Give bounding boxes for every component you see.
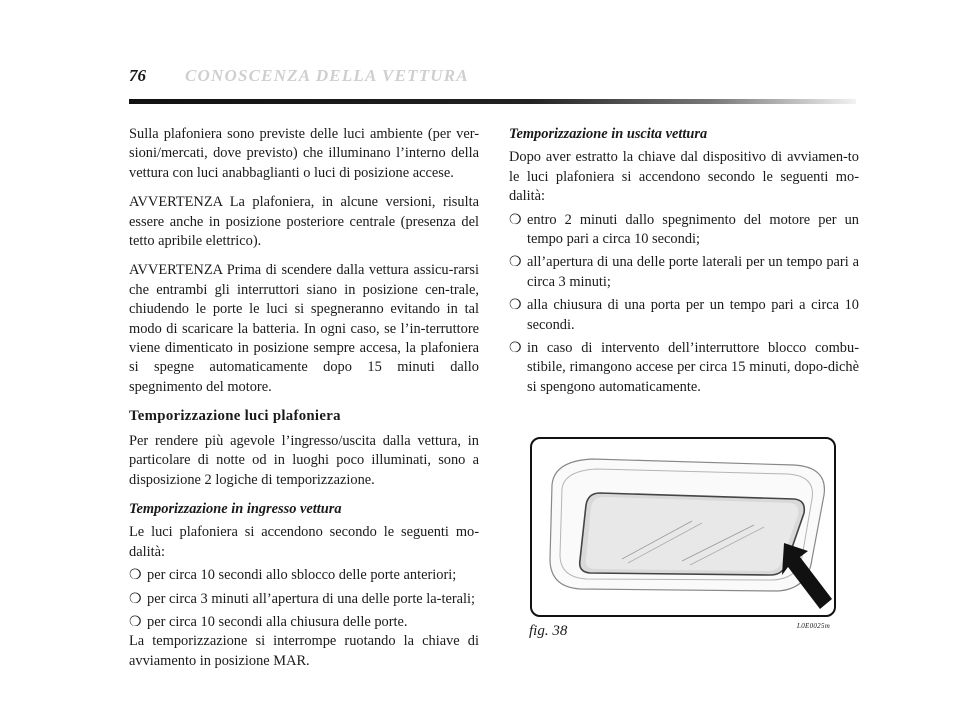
header-rule xyxy=(129,99,856,104)
list-item: ❍ per circa 10 secondi alla chiusura delle porte. xyxy=(129,613,479,632)
figure-caption: fig. 38 xyxy=(529,623,568,639)
list-item: ❍ entro 2 minuti dallo spegnimento del motore per un tempo pari a circa 10 secondi; xyxy=(509,211,859,248)
left-column xyxy=(129,125,479,681)
circle-bullet-icon: ❍ xyxy=(129,591,142,607)
subheading-entry-timing: Temporizzazione in ingresso vettura xyxy=(129,500,342,517)
page-number: 76 xyxy=(129,66,146,85)
paragraph-warning-switches: AVVERTENZA Prima di scendere dalla vettura assicu-rarsi che entrambi gli interruttori siano in posizione cen-trale, chiudendo le porte le luci si spegneranno evitando in tal modo di scaricare la batteria. In ogni caso, se l’in-terruttore viene dimenticato in posizione sempre accesa, la plafoniera si spegne automaticamente dopo 15 minuti dallo spegnimento del motore. xyxy=(129,262,479,395)
running-head: CONOSCENZA DELLA VETTURA xyxy=(185,66,469,85)
circle-bullet-icon: ❍ xyxy=(129,568,142,584)
exit-bullet-list xyxy=(509,211,859,398)
list-item: ❍ per circa 3 minuti all’apertura di una delle porte la-terali; xyxy=(129,590,479,609)
list-item: ❍ alla chiusura di una porta per un tempo pari a circa 10 secondi. xyxy=(509,297,859,333)
paragraph-exit-modes: Dopo aver estratto la chiave dal dispositivo di avviamen-to le luci plafoniera si accendono secondo le seguenti mo-dalità: xyxy=(509,149,859,205)
roof-light-drawing xyxy=(532,439,834,615)
right-column xyxy=(509,125,859,401)
lens-inner xyxy=(586,497,799,571)
subheading-exit-timing: Temporizzazione in uscita vettura xyxy=(509,126,708,142)
list-item: ❍ per circa 10 secondi allo sblocco delle porte anteriori; xyxy=(129,566,479,585)
paragraph-timing-intro: Per rendere più agevole l’ingresso/uscita dalla vettura, in particolare di notte od in luoghi poco illuminati, sono a disposizione 2 logiche di temporizzazione. xyxy=(129,432,479,488)
entry-bullet-list xyxy=(129,566,479,632)
paragraph-entry-modes: Le luci plafoniera si accendono secondo le seguenti mo-dalità: xyxy=(129,524,479,560)
circle-bullet-icon: ❍ xyxy=(509,212,522,228)
section-heading-timing: Temporizzazione luci plafoniera xyxy=(129,408,341,425)
list-item: ❍ in caso di intervento dell’interruttore blocco combu-stibile, rimangono accese per circa 15 minuti, dopo-dichè si spengono automaticamente. xyxy=(509,340,859,395)
paragraph-timing-interrupt: La temporizzazione si interrompe ruotando la chiave di avviamento in posizione MAR. xyxy=(129,633,479,669)
circle-bullet-icon: ❍ xyxy=(509,298,522,314)
circle-bullet-icon: ❍ xyxy=(509,255,522,271)
figure-code: L0E0025m xyxy=(797,622,831,630)
paragraph-roof-light-ambient: Sulla plafoniera sono previste delle luci ambiente (per ver-sioni/mercati, dove previsto) che illuminano l’interno della vettura con luci anabbaglianti o luci di posizione accese. xyxy=(129,126,479,181)
paragraph-warning-rear-position: AVVERTENZA La plafoniera, in alcune versioni, risulta essere anche in posizione posteriore centrale (presenza del tetto apribile elettrico). xyxy=(129,194,479,250)
list-item: ❍ all’apertura di una delle porte laterali per un tempo pari a circa 3 minuti; xyxy=(509,254,859,290)
figure-roof-light-illustration xyxy=(530,437,836,617)
circle-bullet-icon: ❍ xyxy=(129,614,142,630)
circle-bullet-icon: ❍ xyxy=(509,341,522,357)
